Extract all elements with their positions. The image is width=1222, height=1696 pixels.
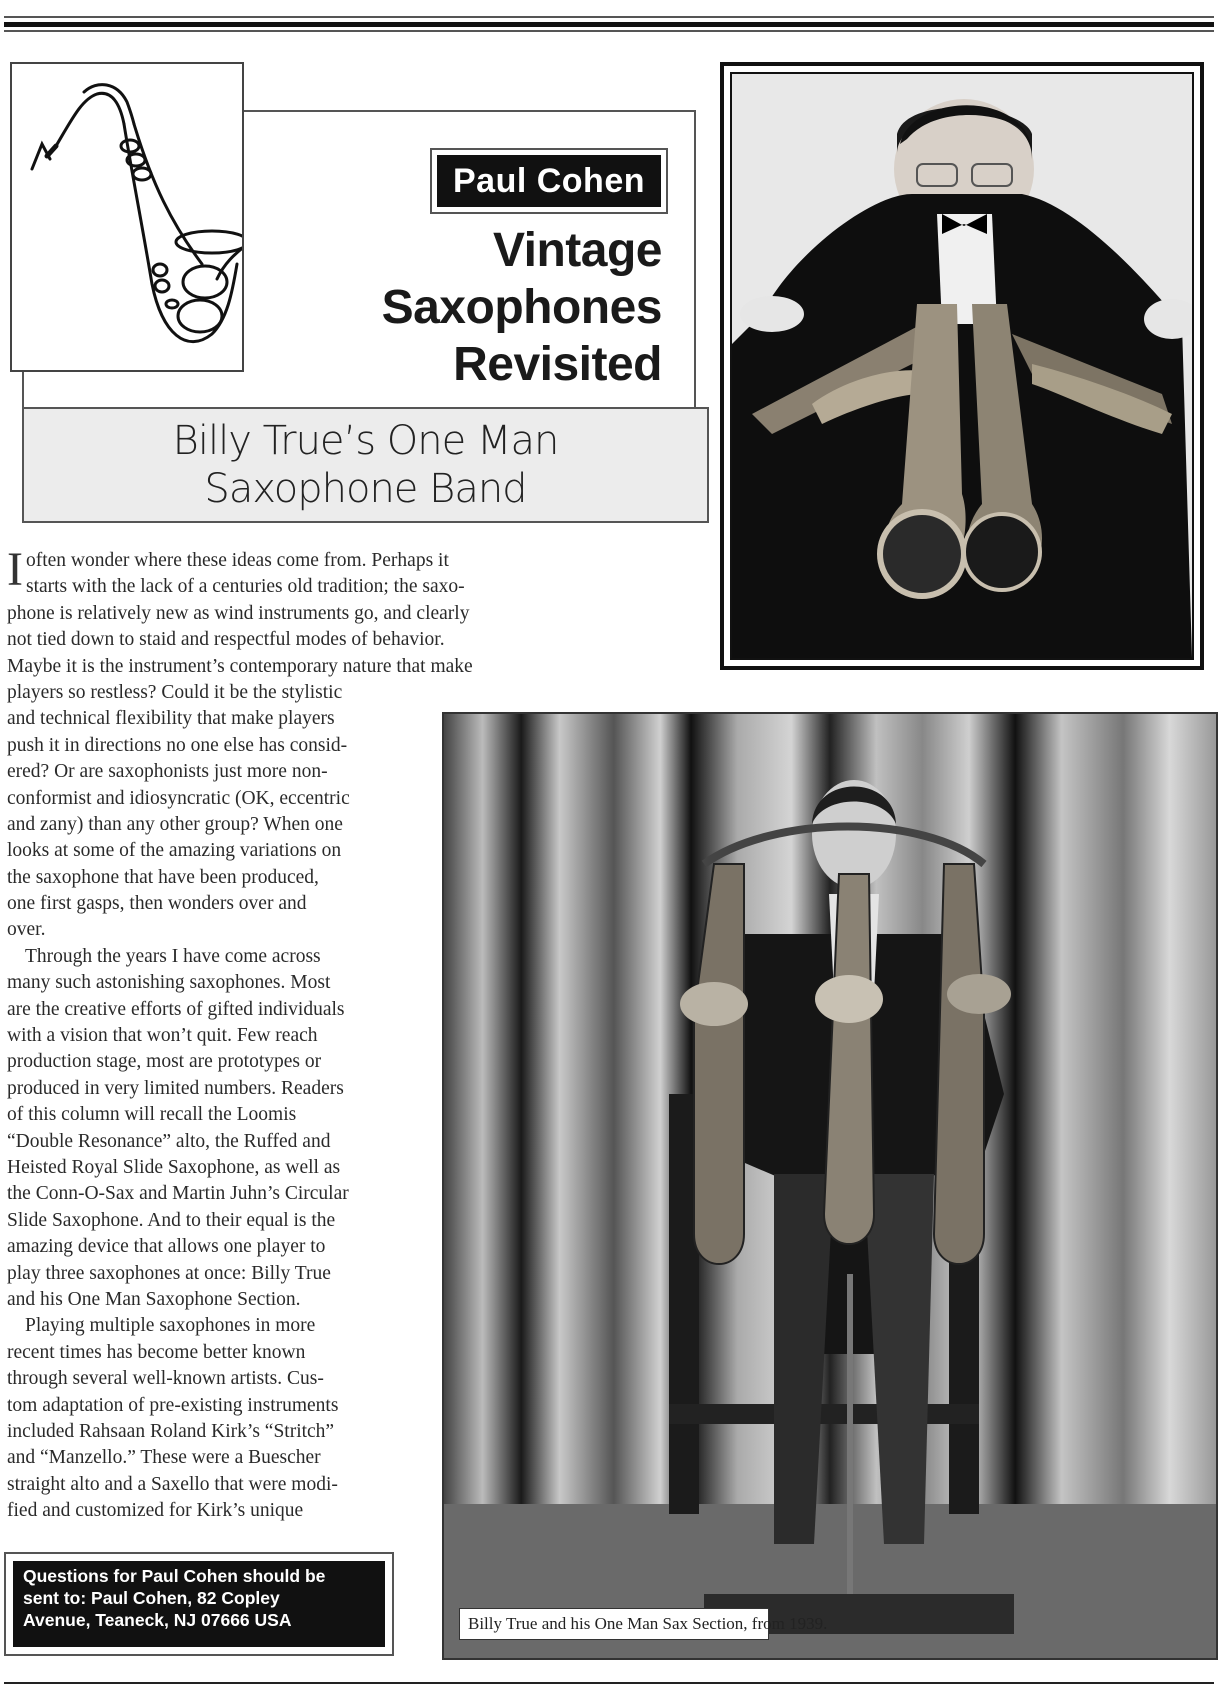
text-line: “Double Resonance” alto, the Ruffed and [7,1130,331,1152]
text-line: looks at some of the amazing variations on [7,840,342,862]
top-rule [4,16,1214,34]
text-line: included Rahsaan Roland Kirk’s “Stritch” [7,1420,335,1442]
text-line: and technical flexibility that make players [7,708,335,730]
contact-line: sent to: Paul Cohen, 82 Copley [23,1588,280,1608]
contact-box [4,1552,394,1656]
drop-cap: I [7,543,23,596]
article-title-line: Billy True’s One Man [172,418,559,464]
text-line: production stage, most are prototypes or [7,1051,322,1073]
text-line: tom adaptation of pre-existing instruments [7,1394,339,1416]
text-line: ered? Or are saxophonists just more non- [7,761,328,783]
rule-line [4,16,1214,18]
text-line: produced in very limited numbers. Readers [7,1077,344,1099]
photo-illustration [444,714,1216,1658]
text-line: Maybe it is the instrument’s contemporary nature that make [7,655,473,677]
text-line: Heisted Royal Slide Saxophone, as well as [7,1156,341,1178]
article-title-line: Saxophone Band [204,466,527,512]
text-line: Slide Saxophone. And to their equal is the [7,1209,336,1231]
text-line: fied and customized for Kirk’s unique [7,1500,304,1522]
text-line: one first gasps, then wonders over and [7,893,307,915]
text-line: not tied down to staid and respectful modes of behavior. [7,629,445,651]
bottom-rule [4,1682,1214,1684]
contact-text [13,1561,385,1647]
author-photo [720,62,1204,670]
saxophone-line-drawing-icon [12,64,242,370]
billy-true-photo [442,712,1218,1660]
series-title-line: Revisited [453,338,662,391]
photo-caption: Billy True and his One Man Sax Section, from 1939. [459,1608,769,1640]
byline-box [430,148,668,214]
text-line: with a vision that won’t quit. Few reach [7,1025,318,1047]
text-line: the saxophone that have been produced, [7,866,319,888]
text-line: starts with the lack of a centuries old tradition; the saxo- [25,576,465,598]
text-line: Through the years I have come across [25,945,321,967]
author-photo-image [730,72,1194,660]
text-line: straight alto and a Saxello that were modi- [7,1473,338,1495]
text-line: over. [7,919,46,941]
text-line: and his One Man Saxophone Section. [7,1288,301,1310]
logo-box [10,62,244,372]
text-line: conformist and idiosyncratic (OK, eccentric [7,787,350,809]
photo-illustration [732,74,1192,658]
text-line: the Conn-O-Sax and Martin Juhn’s Circular [7,1183,349,1205]
contact-line: Questions for Paul Cohen should be [23,1566,326,1586]
series-title [382,222,662,393]
author-byline: Paul Cohen [437,155,661,207]
series-title-line: Vintage [493,224,662,277]
text-line: many such astonishing saxophones. Most [7,972,331,994]
text-line: players so restless? Could it be the stylistic [7,681,343,703]
text-line: and “Manzello.” These were a Buescher [7,1447,321,1469]
text-line: push it in directions no one else has consid- [7,734,348,756]
text-line: through several well-known artists. Cus- [7,1368,324,1390]
text-line: phone is relatively new as wind instruments go, and clearly [7,602,470,624]
series-title-line: Saxophones [381,281,662,334]
text-line: amazing device that allows one player to [7,1236,326,1258]
text-line: often wonder where these ideas come from. Perhaps it [25,550,449,571]
text-line: Playing multiple saxophones in more [25,1315,316,1337]
article-title-box [22,407,709,523]
text-line: recent times has become better known [7,1341,306,1363]
contact-line: Avenue, Teaneck, NJ 07666 USA [23,1610,292,1630]
text-line: and zany) than any other group? When one [7,813,343,835]
article-body [7,543,473,1524]
rule-line-thick [4,22,1214,27]
text-line: of this column will recall the Loomis [7,1104,297,1126]
rule-line [4,30,1214,32]
text-line: are the creative efforts of gifted individuals [7,998,345,1020]
text-line: play three saxophones at once: Billy True [7,1262,331,1284]
